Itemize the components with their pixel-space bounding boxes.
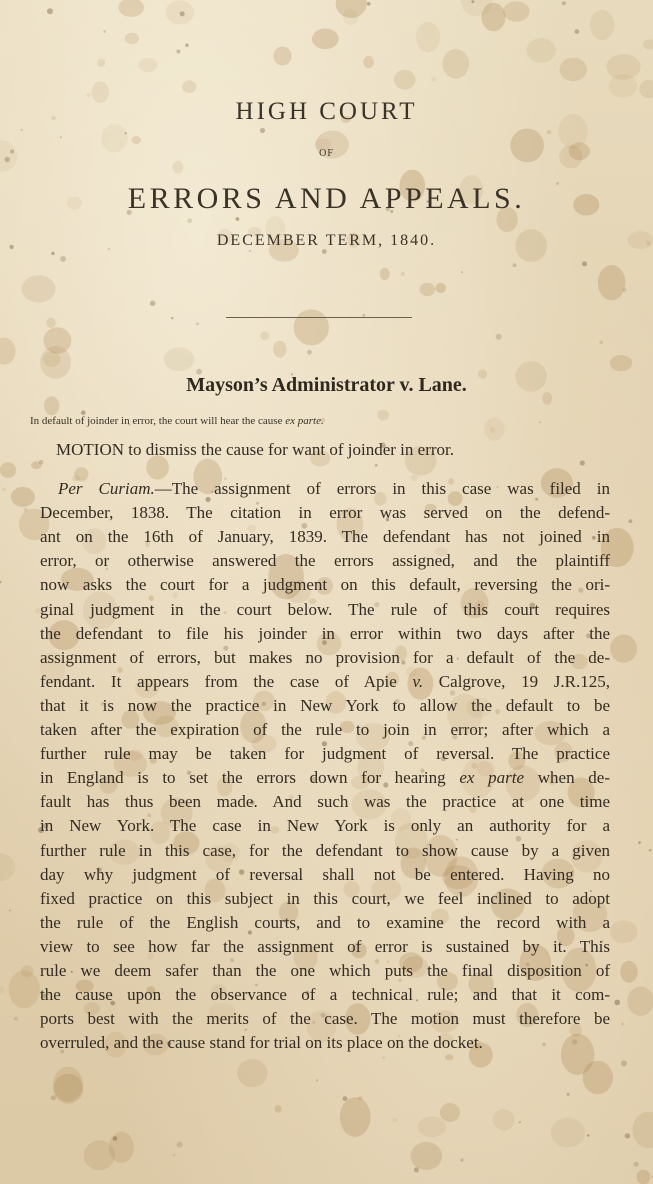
speck xyxy=(649,849,652,852)
stain-spot xyxy=(9,970,40,1008)
stain-spot xyxy=(2,488,6,491)
opinion-text: day why judgment of reversal shall not be entered. Having no xyxy=(40,864,610,884)
speck xyxy=(513,263,517,267)
opinion-line xyxy=(40,718,610,742)
stain-spot xyxy=(380,268,390,280)
speck xyxy=(623,288,627,292)
opinion-text: further rule in this case, for the defendant to show cause by a given xyxy=(40,840,610,860)
opinion-text: ant on the 16th of January, 1839. The defendant has not joined in xyxy=(40,527,610,547)
speck xyxy=(150,301,156,307)
stain-spot xyxy=(416,22,440,52)
stain-spot xyxy=(11,487,35,507)
stain-spot xyxy=(109,1132,134,1163)
opinion-text: ports best with the merits of the case. The motion must therefore be xyxy=(40,1009,610,1029)
opinion-line xyxy=(40,863,610,887)
stain-spot xyxy=(609,74,638,97)
opinion-text: error, or otherwise answered the errors assigned, and the plaintiff xyxy=(40,551,610,571)
opinion-text: when de- xyxy=(524,768,611,788)
opinion-text: overruled, and the cause stand for trial on its place on the docket. xyxy=(40,1033,483,1053)
stain-spot xyxy=(312,29,339,50)
stain-spot xyxy=(118,0,144,17)
stain-spot xyxy=(336,0,367,18)
court-heading-of: OF xyxy=(319,148,334,159)
stain-spot xyxy=(551,1118,585,1148)
speck xyxy=(21,129,23,131)
stain-spot xyxy=(0,986,4,993)
headnote-text: In default of joinder in error, the court will hear the cause xyxy=(30,415,286,427)
opinion-text: the rule of the English courts, and to examine the record with a xyxy=(40,912,610,932)
stain-spot xyxy=(610,920,638,943)
stain-spot xyxy=(440,1103,460,1122)
stain-spot xyxy=(46,318,55,328)
opinion-line xyxy=(40,790,610,814)
stain-spot xyxy=(436,283,446,293)
stain-spot xyxy=(393,1118,397,1122)
stain-spot xyxy=(294,309,329,345)
speck xyxy=(113,1136,118,1141)
stain-spot xyxy=(527,38,556,63)
speck xyxy=(460,1159,463,1162)
opinion-text: the defendant to file his joinder in error within two days after the xyxy=(40,623,610,643)
opinion-text: fendant. It appears from the case of Apie xyxy=(40,671,413,691)
stain-spot xyxy=(166,0,194,24)
speck xyxy=(180,11,185,16)
speck xyxy=(414,1167,419,1172)
stain-spot xyxy=(53,1067,83,1102)
stain-spot xyxy=(172,161,183,174)
speck xyxy=(125,132,127,134)
opinion-line xyxy=(58,477,610,501)
opinion-line xyxy=(40,814,610,838)
speck xyxy=(307,350,312,355)
stain-spot xyxy=(493,1109,515,1131)
stain-spot xyxy=(43,351,60,367)
speck xyxy=(367,2,371,6)
opinion-text: taken after the expiration of the rule to join in error; after which a xyxy=(40,720,610,739)
opinion-line xyxy=(40,622,610,646)
stain-spot xyxy=(138,58,157,72)
speck xyxy=(51,252,55,256)
stain-spot xyxy=(503,1,530,21)
stain-spot xyxy=(363,56,374,68)
speck xyxy=(249,250,251,252)
opinion-text: Calgrove, 19 J.R.125, xyxy=(423,671,610,691)
opinion-line xyxy=(40,573,610,597)
stain-spot xyxy=(22,275,56,302)
opinion-text: ex parte xyxy=(459,768,525,788)
stain-spot xyxy=(44,396,59,415)
opinion-text: further rule may be taken for judgment of reversal. The practice xyxy=(40,744,610,764)
opinion-text: rule we deem safer than the one which puts the final disposition of xyxy=(40,961,610,980)
speck xyxy=(177,1142,183,1148)
opinion-text: fixed practice on this subject in this court, we feel inclined to adopt xyxy=(40,888,610,908)
stain-spot xyxy=(0,462,16,478)
stain-spot xyxy=(275,1105,282,1113)
speck xyxy=(625,1133,630,1138)
stain-spot xyxy=(610,355,633,371)
stain-spot xyxy=(583,1061,613,1095)
speck xyxy=(582,261,587,266)
opinion-text: in England is to set the errors down for hearing xyxy=(40,768,460,788)
speck xyxy=(176,50,180,54)
stain-spot xyxy=(411,1142,443,1170)
speck xyxy=(375,464,378,467)
speck xyxy=(621,1060,627,1066)
stain-spot xyxy=(637,1170,651,1184)
stain-spot xyxy=(340,1097,371,1137)
stain-spot xyxy=(53,1074,83,1104)
speck xyxy=(562,1,566,5)
stain-spot xyxy=(599,341,603,344)
speck xyxy=(60,256,66,262)
stain-spot xyxy=(43,327,71,353)
speck xyxy=(575,29,580,34)
speck xyxy=(260,128,265,133)
opinion-line xyxy=(40,525,610,549)
speck xyxy=(638,841,641,844)
stain-spot xyxy=(132,136,141,144)
opinion-line xyxy=(40,887,610,911)
opinion-line xyxy=(40,935,610,959)
opinion-line xyxy=(40,501,610,525)
speck xyxy=(173,1154,176,1157)
speck xyxy=(614,1000,620,1006)
speck xyxy=(634,1162,639,1167)
speck xyxy=(343,1096,348,1101)
opinion-text: that it is now the practice in New York to allow the default to be xyxy=(40,695,610,715)
stain-spot xyxy=(560,58,587,82)
speck xyxy=(383,1057,385,1059)
term-heading: DECEMBER TERM, 1840. xyxy=(216,232,437,249)
speck xyxy=(103,30,106,33)
stain-spot xyxy=(260,332,269,341)
stain-spot xyxy=(273,47,291,66)
stain-spot xyxy=(237,1059,268,1087)
speck xyxy=(496,334,502,340)
speck xyxy=(461,271,463,273)
stain-spot xyxy=(461,0,493,17)
stain-spot xyxy=(343,9,359,25)
opinion-text: ginal judgment in the court below. The rule of this court requires xyxy=(40,599,610,619)
speck xyxy=(196,322,199,325)
opinion-line xyxy=(40,694,610,718)
speck xyxy=(39,460,44,465)
stain-spot xyxy=(0,853,15,881)
stain-spot xyxy=(182,80,196,93)
stain-spot xyxy=(610,635,637,663)
opinion-text: —The assignment of errors in this case was filed in xyxy=(154,479,611,498)
stain-spot xyxy=(598,265,626,300)
stain-spot xyxy=(394,70,416,90)
stain-spot xyxy=(164,347,195,371)
stain-spot xyxy=(97,59,105,67)
speck xyxy=(316,1079,318,1081)
stain-spot xyxy=(633,1112,653,1149)
headnote xyxy=(30,415,630,427)
speck xyxy=(47,8,53,14)
opinion-line xyxy=(40,911,610,935)
speck xyxy=(236,217,240,221)
stain-spot xyxy=(490,427,496,433)
opinion-text: the cause upon the observance of a technical rule; and that it com- xyxy=(40,985,610,1005)
stain-spot xyxy=(443,49,470,79)
opinion-line xyxy=(40,766,610,790)
opinion-line xyxy=(40,646,610,670)
opinion-text: now asks the court for a judgment on this default, reversing the ori- xyxy=(40,575,610,595)
stain-spot xyxy=(620,961,637,983)
opinion-line xyxy=(40,670,610,694)
opinion-text: view to see how far the assignment of error is sustained by it. This xyxy=(40,936,610,956)
stain-spot xyxy=(606,54,640,80)
stain-spot xyxy=(358,1096,363,1100)
opinion-line xyxy=(40,1007,610,1031)
stain-spot xyxy=(84,1140,115,1170)
opinion-line xyxy=(40,598,610,622)
section-divider xyxy=(226,317,412,318)
stain-spot xyxy=(482,3,506,32)
speck xyxy=(51,1095,56,1100)
stain-spot xyxy=(431,77,436,82)
speck xyxy=(629,519,633,523)
opinion-line xyxy=(40,1031,610,1055)
opinion-line xyxy=(40,983,610,1007)
speck xyxy=(0,581,2,584)
opinion-line xyxy=(40,959,610,983)
speck xyxy=(9,910,11,912)
opinion-text: v. xyxy=(412,671,424,691)
speck xyxy=(24,508,28,512)
speck xyxy=(171,317,174,320)
opinion-line xyxy=(40,742,610,766)
stain-spot xyxy=(590,10,614,40)
stain-spot xyxy=(643,39,653,49)
speck xyxy=(621,1023,623,1025)
opinion-text: Per Curiam. xyxy=(58,479,155,498)
stain-spot xyxy=(0,338,16,365)
stain-spot xyxy=(401,272,405,277)
speck xyxy=(14,1017,18,1021)
speck xyxy=(580,460,585,465)
opinion-text: December, 1838. The citation in error was served on the defend- xyxy=(40,503,610,523)
stain-spot xyxy=(639,80,653,98)
opinion-line xyxy=(40,549,610,573)
stain-spot xyxy=(125,33,139,44)
opinion-text: fault has thus been made. And such was the practice at one time xyxy=(40,792,610,812)
speck xyxy=(567,1093,570,1096)
stain-spot xyxy=(547,130,552,134)
speck xyxy=(471,0,474,3)
stain-spot xyxy=(21,965,34,977)
stain-spot xyxy=(627,987,653,1016)
opinion-text: assignment of errors, but makes no provision for a default of the de- xyxy=(40,647,610,667)
speck xyxy=(519,1121,521,1123)
stain-spot xyxy=(418,1116,447,1137)
speck xyxy=(187,218,192,223)
court-heading-errors: ERRORS AND APPEALS. xyxy=(127,182,526,215)
opinion-line xyxy=(40,839,610,863)
stain-spot xyxy=(31,461,42,469)
stain-spot xyxy=(273,341,287,358)
headnote-italic: ex parte. xyxy=(285,415,324,427)
speck xyxy=(185,44,188,47)
speck xyxy=(587,1134,590,1137)
stain-spot xyxy=(86,93,91,97)
speck xyxy=(60,136,62,138)
motion-paragraph: MOTION to dismiss the cause for want of joinder in error. xyxy=(56,440,454,459)
opinion-text: in New York. The case in New York is only an authority for a xyxy=(40,816,610,836)
court-heading: HIGH COURT xyxy=(235,98,418,125)
stain-spot xyxy=(420,283,436,296)
case-title: Mayson’s Administrator v. Lane. xyxy=(186,374,467,396)
